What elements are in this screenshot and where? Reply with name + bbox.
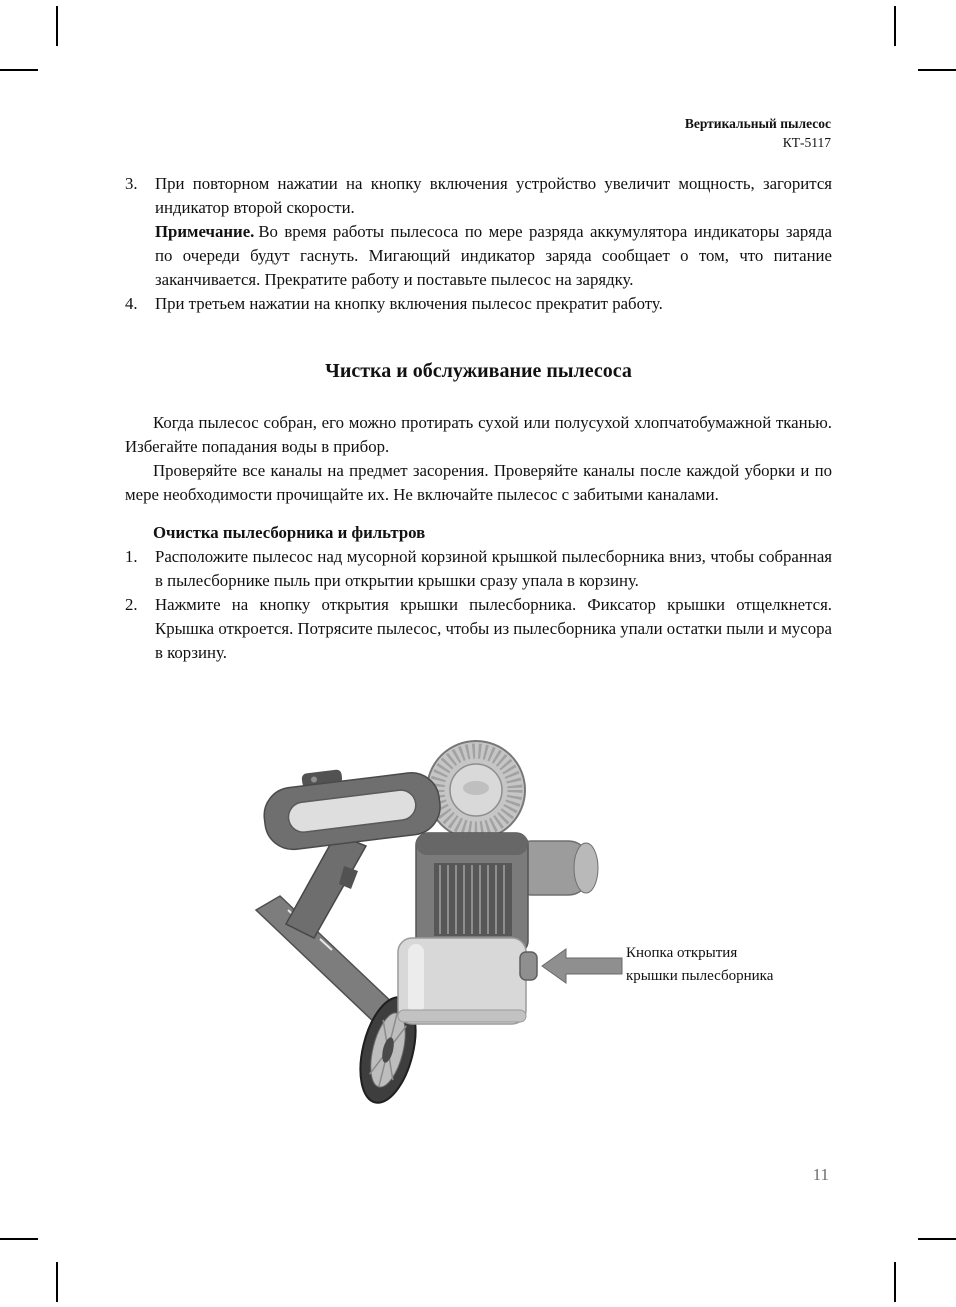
figure-caption-line2: крышки пылесборника [626,967,774,984]
step-item [125,545,832,593]
list-item-text: При третьем нажатии на кнопку включения пылесос прекратит работу. [155,294,663,313]
crop-mark [0,1238,38,1240]
crop-mark [0,69,38,71]
paragraph: Когда пылесос собран, его можно протирать сухой или полусухой хлопчатобумажной тканью. Избегайте попадания воды в прибор. [125,413,832,456]
vacuum-dust-cup [398,938,526,1024]
step-text: Нажмите на кнопку открытия крышки пылесборника. Фиксатор крышки отщелкнется. Крышка откроется. Потрясите пылесос, чтобы из пылесборника упали остатки пыли и мусора в корзину. [155,595,832,662]
callout-arrow-icon [542,949,622,983]
note-text: Во время работы пылесоса по мере разряда аккумулятора индикаторы заряда по очереди будут гаснуть. Мигающий индикатор заряда сообщает о том, что питание заканчивается. Прекратите работу и поставьте пылесос на зарядку. [155,222,832,289]
step-text: Расположите пылесос над мусорной корзиной крышкой пылесборника вниз, чтобы собранная в пылесборнике пыль при открытии крышки сразу упала в корзину. [155,547,832,590]
dust-cover-release-button [520,952,537,980]
vacuum-mesh [434,863,512,936]
list-item-body [155,172,832,292]
vacuum-tube [256,896,400,1024]
crop-mark [56,6,58,46]
figure-caption [626,942,826,987]
page-number: 11 [812,1165,829,1184]
list-item [125,172,832,292]
figure [248,738,888,1110]
crop-mark [894,1262,896,1302]
crop-mark [918,69,956,71]
subsection-title: Очистка пылесборника и фильтров [153,523,426,542]
paragraph: Проверяйте все каналы на предмет засорения. Проверяйте каналы после каждой уборки и по мере необходимости прочищайте их. Не включайте пылесос с забитыми каналами. [125,461,832,504]
list-item-number: 4. [125,294,138,313]
model-number: КТ-5117 [782,134,831,150]
step-item [125,593,832,665]
list-item-number: 3. [125,174,138,193]
list-item [125,292,832,316]
figure-caption-line1: Кнопка открытия [626,945,738,961]
vacuum-body-top-band [416,833,528,855]
vacuum-top-housing [260,758,444,853]
list-item-text: При повторном нажатии на кнопку включения устройство увеличит мощность, загорится индикатор второй скорости. [155,174,832,217]
note-paragraph [155,220,832,292]
filter-cap [427,741,525,839]
page-content [125,172,832,665]
step-number: 1. [125,547,138,566]
product-name: Вертикальный пылесос [684,116,831,131]
crop-mark [894,6,896,46]
page-header [685,115,831,153]
section-title: Чистка и обслуживание пылесоса [325,360,632,382]
crop-mark [918,1238,956,1240]
note-label: Примечание. [155,222,255,241]
vacuum-image [248,738,808,1110]
crop-mark [56,1262,58,1302]
step-number: 2. [125,595,138,614]
